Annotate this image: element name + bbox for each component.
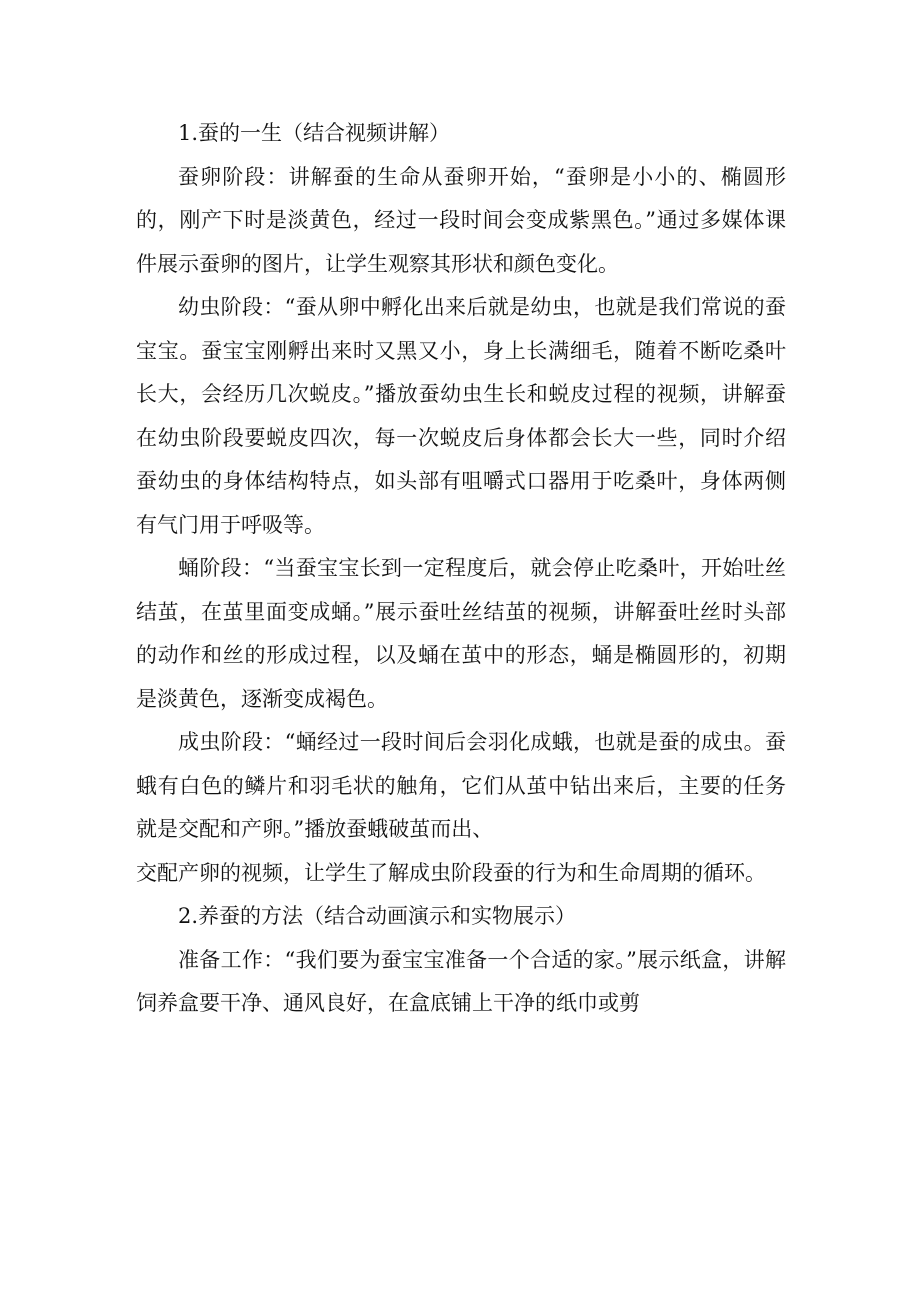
paragraph-preparation: 准备工作：“我们要为蚕宝宝准备一个合适的家。”展示纸盒，讲解饲养盒要干净、通风良好，在盒底铺上干净的纸巾或剪 [136,947,786,1015]
paragraph-adult-stage-continued: 交配产卵的视频，让学生了解成虫阶段蚕的行为和生命周期的循环。 [136,860,766,885]
paragraph-adult-stage: 成虫阶段：“蛹经过一段时间后会羽化成蛾，也就是蚕的成虫。蚕蛾有白色的鳞片和羽毛状的触角，它们从茧中钻出来后，主要的任务就是交配和产卵。”播放蚕蛾破茧而出、 [136,730,786,841]
paragraph-pupa-stage: 蛹阶段：“当蚕宝宝长到一定程度后，就会停止吃桑叶，开始吐丝结茧，在茧里面变成蛹。”展示蚕吐丝结茧的视频，讲解蚕吐丝时头部的动作和丝的形成过程，以及蛹在茧中的形态，蛹是椭圆形的，初期是淡黄色，逐渐变成褐色。 [136,556,786,711]
paragraph-egg-stage: 蚕卵阶段：讲解蚕的生命从蚕卵开始，“蚕卵是小小的、椭圆形的，刚产下时是淡黄色，经过一段时间会变成紫黑色。”通过多媒体课件展示蚕卵的图片，让学生观察其形状和颜色变化。 [136,164,786,276]
document-body [136,112,786,1026]
paragraph-larva-stage: 幼虫阶段：“蚕从卵中孵化出来后就是幼虫，也就是我们常说的蚕宝宝。蚕宝宝刚孵出来时又黑又小，身上长满细毛，随着不断吃桑叶长大，会经历几次蜕皮。”播放蚕幼虫生长和蜕皮过程的视频，讲解蚕在幼虫阶段要蜕皮四次，每一次蜕皮后身体都会长大一些，同时介绍蚕幼虫的身体结构特点，如头部有咀嚼式口器用于吃桑叶，身体两侧有气门用于呼吸等。 [136,295,786,537]
section-heading-life-cycle: 1.蚕的一生（结合视频讲解） [178,121,451,145]
section-heading-raising-methods: 2.养蚕的方法（结合动画演示和实物展示） [178,904,577,928]
